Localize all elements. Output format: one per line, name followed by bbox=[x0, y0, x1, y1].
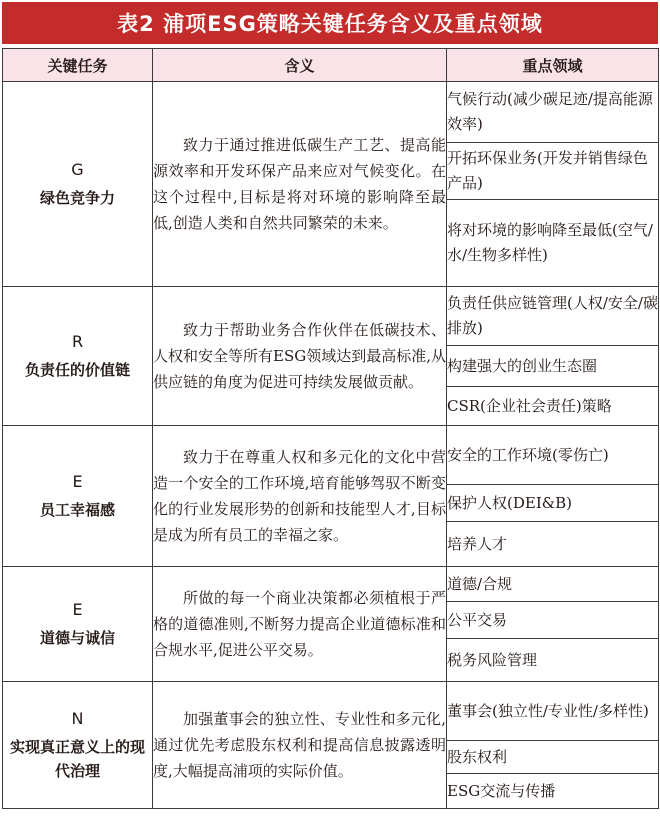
focus-item: 负责任供应链管理(人权/安全/碳排放) bbox=[447, 287, 659, 346]
focus-item: 税务风险管理 bbox=[447, 639, 659, 682]
task-name: 员工幸福感 bbox=[39, 501, 115, 519]
header-task: 关键任务 bbox=[3, 49, 153, 82]
task-name: 实现真正意义上的现代治理 bbox=[9, 738, 145, 780]
focus-item: 培养人才 bbox=[447, 522, 659, 567]
task-cell-r bbox=[3, 287, 153, 426]
focus-item: 开拓环保业务(开发并销售绿色产品) bbox=[447, 143, 659, 200]
table-row bbox=[3, 287, 659, 346]
table-row bbox=[3, 682, 659, 741]
task-letter: E bbox=[72, 472, 83, 491]
table-row bbox=[3, 567, 659, 602]
meaning-cell: 致力于在尊重人权和多元化的文化中营造一个安全的工作环境,培育能够驾驭不断变化的行业发展形势的创新和技能型人才,目标是成为所有员工的幸福之家。 bbox=[153, 426, 447, 567]
task-name: 道德与诚信 bbox=[39, 629, 115, 647]
table-title: 表2 浦项ESG策略关键任务含义及重点领域 bbox=[2, 2, 658, 44]
meaning-cell: 致力于帮助业务合作伙伴在低碳技术、人权和安全等所有ESG领域达到最高标准,从供应链的角度为促进可持续发展做贡献。 bbox=[153, 287, 447, 426]
focus-item: 股东权利 bbox=[447, 741, 659, 774]
table-row bbox=[3, 82, 659, 143]
header-meaning: 含义 bbox=[153, 49, 447, 82]
task-cell-e2 bbox=[3, 567, 153, 682]
task-cell-n bbox=[3, 682, 153, 809]
focus-item: 董事会(独立性/专业性/多样性) bbox=[447, 682, 659, 741]
esg-tasks-table bbox=[2, 48, 659, 809]
header-row bbox=[3, 49, 659, 82]
focus-item: 公平交易 bbox=[447, 602, 659, 639]
task-name: 绿色竞争力 bbox=[39, 189, 115, 207]
focus-item: 保护人权(DEI&B) bbox=[447, 485, 659, 522]
task-letter: N bbox=[71, 709, 84, 728]
focus-item: ESG交流与传播 bbox=[447, 774, 659, 809]
header-focus: 重点领域 bbox=[447, 49, 659, 82]
task-name: 负责任的价值链 bbox=[24, 361, 130, 379]
task-letter: G bbox=[71, 160, 84, 179]
task-cell-e1 bbox=[3, 426, 153, 567]
focus-item: 安全的工作环境(零伤亡) bbox=[447, 426, 659, 485]
meaning-cell: 所做的每一个商业决策都必须植根于严格的道德准则,不断努力提高企业道德标准和合规水平,促进公平交易。 bbox=[153, 567, 447, 682]
focus-item: 将对环境的影响降至最低(空气/水/生物多样性) bbox=[447, 200, 659, 287]
focus-item: 气候行动(减少碳足迹/提高能源效率) bbox=[447, 82, 659, 143]
task-cell-g bbox=[3, 82, 153, 287]
task-letter: E bbox=[72, 600, 83, 619]
focus-item: CSR(企业社会责任)策略 bbox=[447, 387, 659, 426]
task-letter: R bbox=[71, 332, 84, 351]
table-row bbox=[3, 426, 659, 485]
meaning-cell: 加强董事会的独立性、专业性和多元化,通过优先考虑股东权利和提高信息披露透明度,大幅提高浦项的实际价值。 bbox=[153, 682, 447, 809]
meaning-cell: 致力于通过推进低碳生产工艺、提高能源效率和开发环保产品来应对气候变化。在这个过程中,目标是将对环境的影响降至最低,创造人类和自然共同繁荣的未来。 bbox=[153, 82, 447, 287]
focus-item: 道德/合规 bbox=[447, 567, 659, 602]
focus-item: 构建强大的创业生态圈 bbox=[447, 346, 659, 387]
